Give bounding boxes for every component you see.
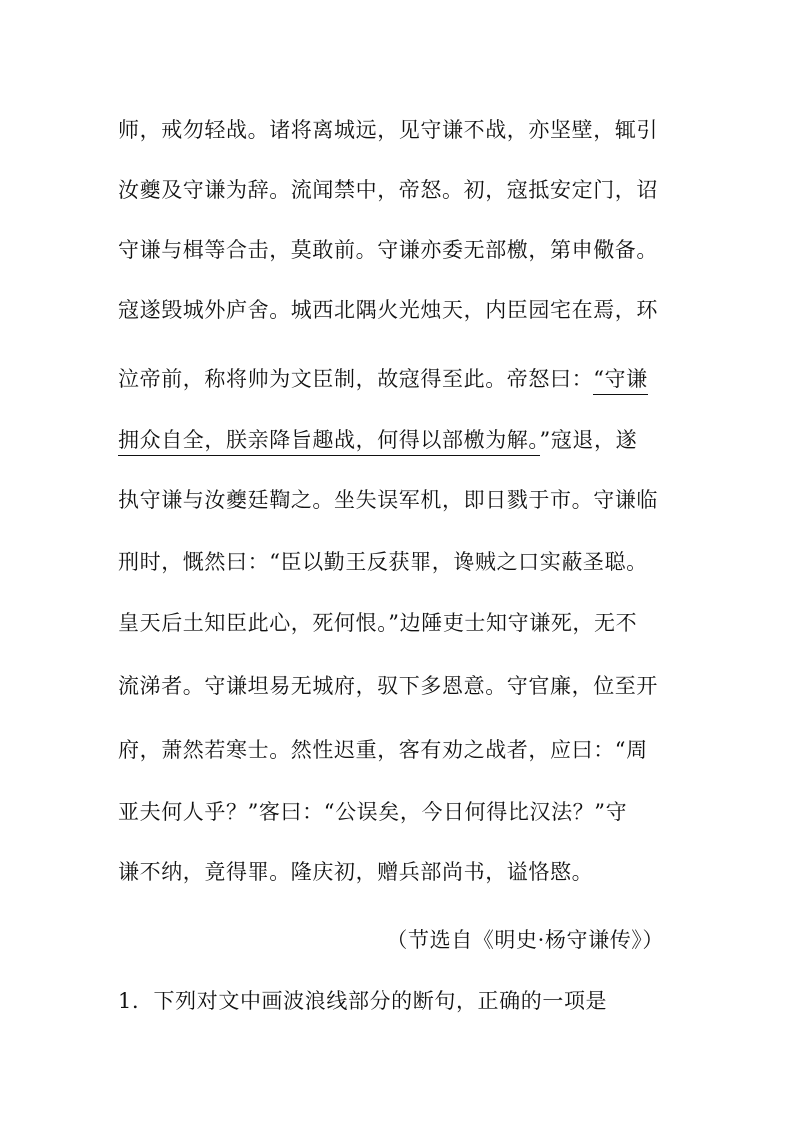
passage-line-13: 谦不纳，竟得罪。隆庆初，赠兵部尚书，谥恪愍。 <box>118 860 594 884</box>
passage-line-3: 守谦与楫等合击，莫敢前。守谦亦委无部檄，第申儆备。 <box>118 238 658 262</box>
question-1: 1．下列对文中画波浪线部分的断句，正确的一项是 <box>118 989 608 1013</box>
passage-line-10: 流涕者。守谦坦易无城府，驭下多恩意。守官廉，位至开 <box>118 674 658 698</box>
passage-line-2: 汝夔及守谦为辞。流闻禁中，帝怒。初，寇抵安定门，诏 <box>118 178 658 202</box>
passage-line-6-text: ”寇退，遂 <box>539 428 638 452</box>
underlined-sentence-end: 拥众自全，朕亲降旨趣战，何得以部檄为解。 <box>118 428 540 456</box>
source-citation: （节选自《明史·杨守谦传》） <box>386 928 664 952</box>
passage-line-6 <box>118 425 637 455</box>
passage-line-8: 刑时，慨然曰：“臣以勤王反获罪，谗贼之口实蔽圣聪。 <box>118 550 648 574</box>
passage-line-1: 师，戒勿轻战。诸将离城远，见守谦不战，亦坚壁，辄引 <box>118 118 658 142</box>
passage-line-11: 府，萧然若寒士。然性迟重，客有劝之战者，应曰：“周 <box>118 738 648 762</box>
passage-line-5-text: 泣帝前，称将帅为文臣制，故寇得至此。帝怒曰： <box>118 367 594 391</box>
passage-line-4: 寇遂毁城外庐舍。城西北隅火光烛天，内臣园宅在焉，环 <box>118 298 658 322</box>
passage-line-7: 执守谦与汝夔廷鞫之。坐失误军机，即日戮于市。守谦临 <box>118 488 658 512</box>
underlined-sentence-start: “守谦 <box>593 367 648 395</box>
passage-line-5 <box>118 364 648 394</box>
passage-line-9: 皇天后土知臣此心，死何恨。”边陲吏士知守谦死，无不 <box>118 611 638 635</box>
passage-line-12: 亚夫何人乎？”客曰：“公误矣，今日何得比汉法？”守 <box>118 800 628 824</box>
